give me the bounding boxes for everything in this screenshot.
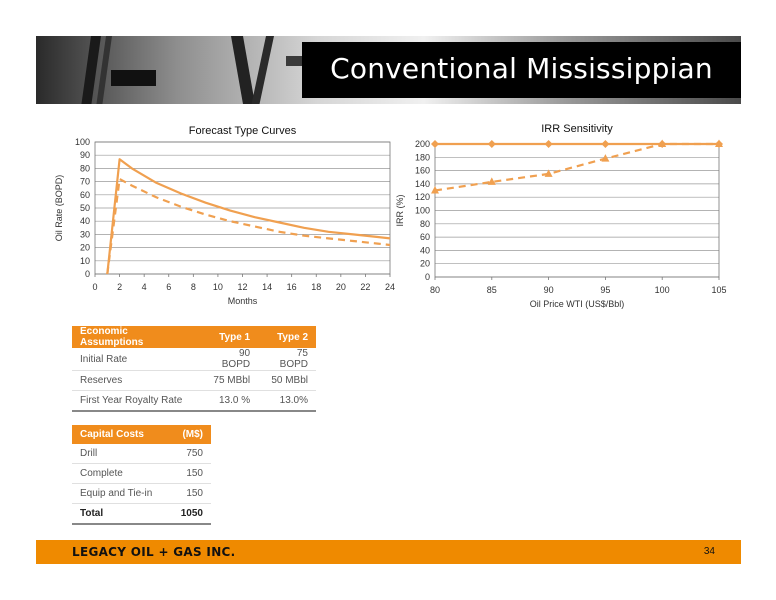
table-cell: 90 BOPD (200, 348, 258, 371)
table-cell: 13.0 % (200, 391, 258, 412)
table-cell: 75 BOPD (258, 348, 316, 371)
series-line-2 (435, 144, 719, 191)
y-tick-label: 60 (419, 232, 430, 243)
y-tick-label: 40 (79, 216, 90, 227)
table-cell: 150 (169, 464, 211, 484)
x-tick-label: 10 (212, 282, 223, 292)
x-axis-label: Months (227, 296, 258, 306)
footer-bar (36, 540, 741, 564)
x-tick-label: 14 (262, 282, 273, 292)
y-tick-label: 100 (414, 205, 430, 216)
table-row-total (72, 504, 211, 525)
x-tick-label: 22 (360, 282, 371, 292)
table-cell: 750 (169, 444, 211, 464)
table-cell: Total (72, 504, 169, 525)
table-row (72, 444, 211, 464)
y-tick-label: 0 (84, 269, 90, 279)
x-tick-label: 100 (654, 285, 670, 295)
table-header: Type 2 (258, 326, 316, 348)
x-tick-label: 18 (311, 282, 322, 292)
economic-assumptions-table (72, 326, 316, 412)
y-tick-label: 200 (414, 139, 430, 149)
x-tick-label: 95 (600, 285, 611, 295)
x-tick-label: 8 (190, 282, 196, 292)
x-axis-label: Oil Price WTI (US$/Bbl) (529, 299, 625, 309)
table-cell: 150 (169, 484, 211, 504)
y-tick-label: 0 (424, 272, 430, 282)
x-tick-label: 4 (141, 282, 147, 292)
x-tick-label: 90 (543, 285, 554, 295)
table-cell: 50 MBbl (258, 371, 316, 391)
x-tick-label: 85 (486, 285, 497, 295)
x-tick-label: 6 (166, 282, 172, 292)
table-cell: Reserves (72, 371, 200, 391)
table-cell: Equip and Tie-in (72, 484, 169, 504)
y-tick-label: 160 (414, 165, 430, 176)
capital-costs-table (72, 425, 211, 525)
x-tick-label: 16 (286, 282, 297, 292)
table-cell: 1050 (169, 504, 211, 525)
series-line-1 (107, 159, 390, 274)
company-logo: LEGACY OIL + GAS INC. (72, 545, 236, 559)
table-row (72, 371, 316, 391)
y-tick-label: 80 (79, 163, 90, 174)
table-header: Economic Assumptions (72, 326, 200, 348)
y-tick-label: 120 (414, 192, 430, 203)
data-point (488, 140, 496, 148)
x-tick-label: 24 (384, 282, 396, 292)
y-tick-label: 80 (419, 218, 430, 229)
table-cell: Complete (72, 464, 169, 484)
chart-title: Forecast Type Curves (188, 125, 297, 137)
x-tick-label: 2 (117, 282, 123, 292)
x-tick-label: 0 (92, 282, 98, 292)
y-tick-label: 70 (79, 176, 90, 187)
data-point (601, 140, 609, 148)
data-point (545, 140, 553, 148)
forecast-type-curves-chart (50, 118, 400, 313)
x-tick-label: 80 (429, 285, 441, 295)
y-tick-label: 40 (419, 245, 430, 256)
table-row (72, 484, 211, 504)
y-axis-label: Oil Rate (BOPD) (54, 174, 64, 242)
y-tick-label: 180 (414, 152, 430, 163)
page-title: Conventional Mississippian (330, 52, 713, 85)
table-row (72, 348, 316, 371)
y-tick-label: 30 (79, 229, 90, 240)
x-tick-label: 12 (237, 282, 248, 292)
y-tick-label: 20 (419, 258, 430, 269)
y-tick-label: 20 (79, 242, 90, 253)
y-tick-label: 10 (79, 255, 90, 266)
x-tick-label: 20 (335, 282, 346, 292)
data-point (431, 140, 439, 148)
table-header: (M$) (169, 425, 211, 444)
y-tick-label: 90 (79, 150, 90, 161)
table-cell: 13.0% (258, 391, 316, 412)
table-header-row (72, 425, 211, 444)
table-row (72, 464, 211, 484)
y-tick-label: 100 (74, 137, 90, 147)
y-tick-label: 60 (79, 189, 90, 200)
series-line-2 (107, 179, 390, 274)
data-point (601, 154, 609, 162)
table-cell: Initial Rate (72, 348, 200, 371)
title-box (302, 42, 741, 98)
x-tick-label: 105 (711, 285, 727, 295)
y-tick-label: 140 (414, 178, 430, 189)
y-axis-label: IRR (%) (395, 194, 405, 227)
table-cell: First Year Royalty Rate (72, 391, 200, 412)
table-cell: 75 MBbl (200, 371, 258, 391)
chart-title: IRR Sensitivity (541, 123, 613, 135)
page-number: 34 (703, 546, 715, 557)
irr-sensitivity-chart (392, 118, 734, 313)
y-tick-label: 50 (79, 203, 90, 213)
table-header: Type 1 (200, 326, 258, 348)
table-header-row (72, 326, 316, 348)
table-row (72, 391, 316, 412)
table-cell: Drill (72, 444, 169, 464)
table-header: Capital Costs (72, 425, 169, 444)
